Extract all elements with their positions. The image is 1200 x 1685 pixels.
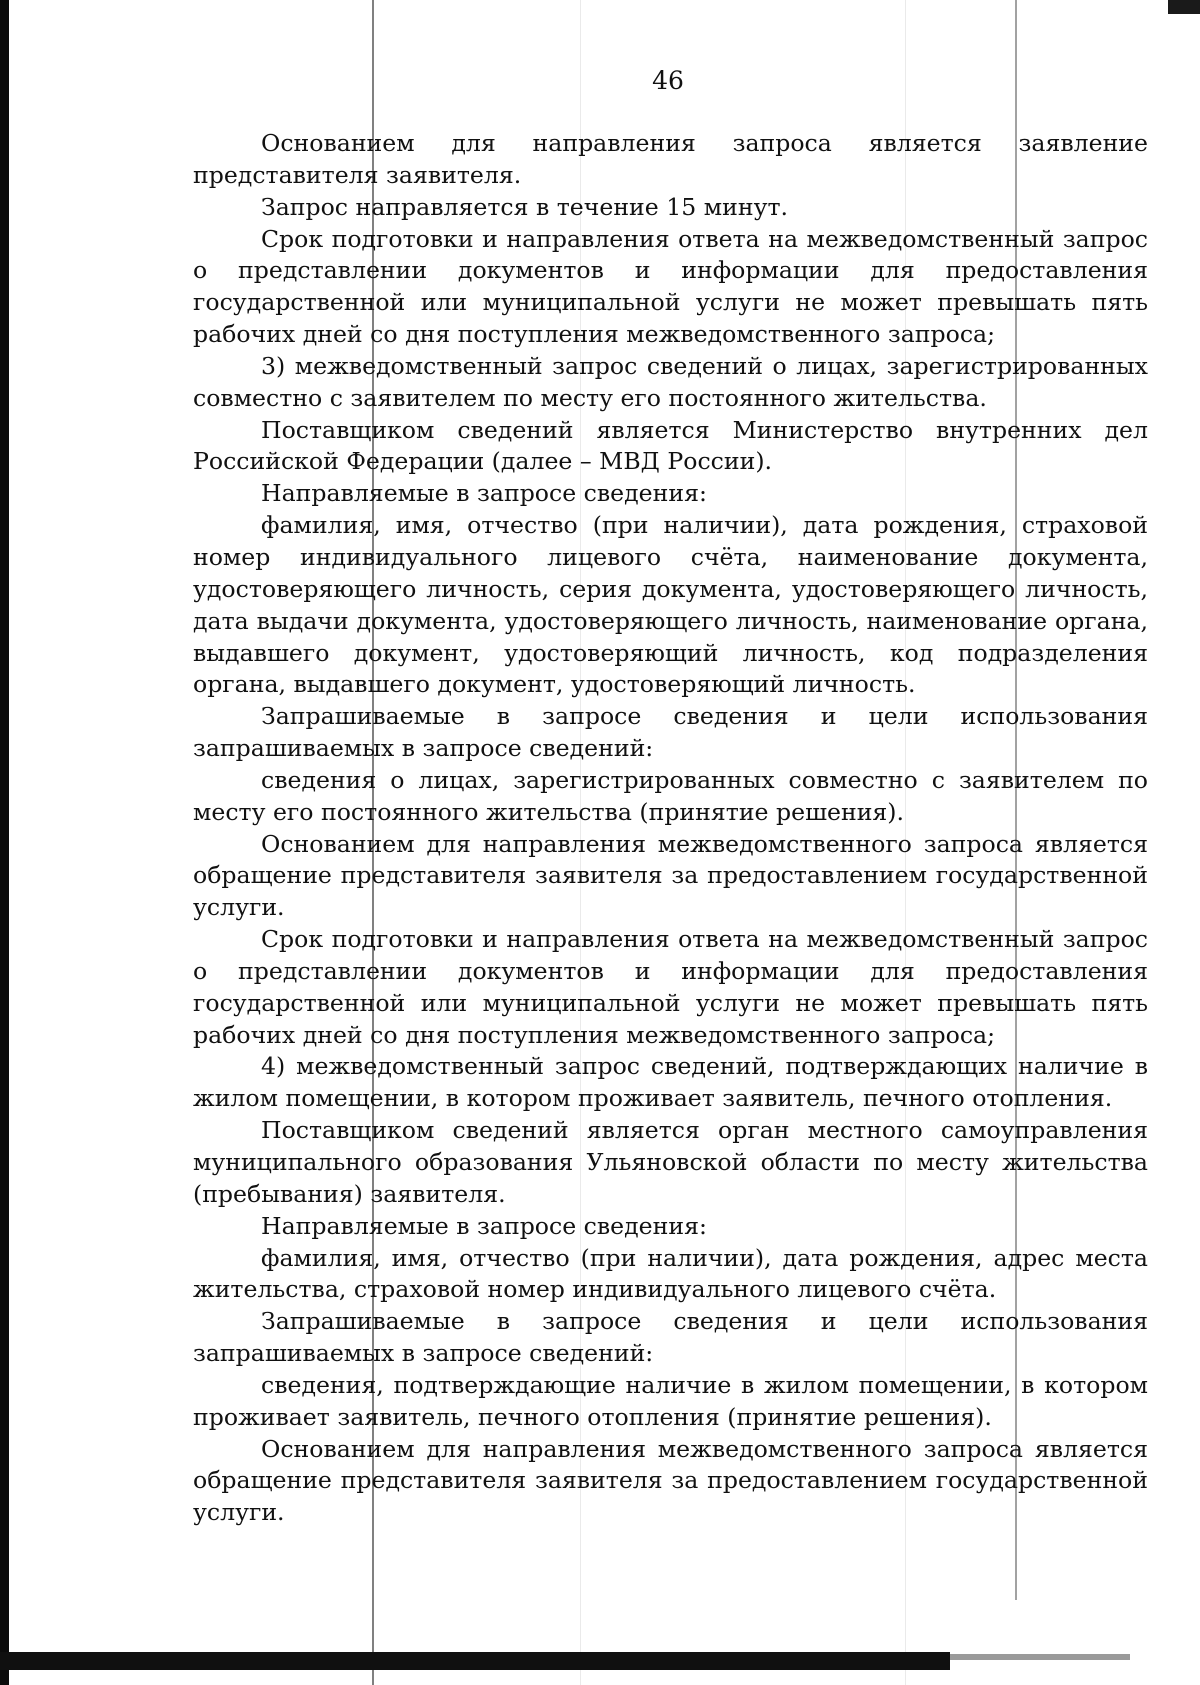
paragraph: Поставщиком сведений является Министерство внутренних дел Российской Федерации (далее – МВД России). — [193, 415, 1148, 476]
paragraph: Основанием для направления межведомственного запроса является обращение представителя заявителя за предоставлением государственной услуги. — [193, 829, 1148, 922]
paragraph: 3) межведомственный запрос сведений о лицах, зарегистрированных совместно с заявителем по месту его постоянного жительства. — [193, 351, 1148, 412]
scan-corner-mark — [1168, 0, 1200, 14]
paragraph: фамилия, имя, отчество (при наличии), дата рождения, адрес места жительства, страховой номер индивидуального лицевого счёта. — [193, 1243, 1148, 1304]
page-number: 46 — [652, 66, 684, 95]
scan-bottom-band — [950, 1654, 1130, 1660]
paragraph: фамилия, имя, отчество (при наличии), дата рождения, страховой номер индивидуального лицевого счёта, наименование документа, удостоверяющего личность, серия документа, удостоверяющего личность, дата выдачи документа, удостоверяющего личность, наименование органа, выдавшего документ, удостоверяющий личность, код подразделения органа, выдавшего документ, удостоверяющий личность. — [193, 511, 1148, 699]
paragraph: Основанием для направления межведомственного запроса является обращение представителя заявителя за предоставлением государственной услуги. — [193, 1434, 1148, 1527]
paragraph: Срок подготовки и направления ответа на межведомственный запрос о представлении документов и информации для предоставления государственной или муниципальной услуги не может превышать пять рабочих дней со дня поступления межведомственного запроса; — [193, 224, 1148, 349]
paragraph: Запрашиваемые в запросе сведения и цели использования запрашиваемых в запросе сведений: — [193, 1307, 1148, 1368]
paragraph: Запрос направляется в течение 15 минут. — [261, 192, 789, 221]
paragraph: сведения, подтверждающие наличие в жилом помещении, в котором проживает заявитель, печного отопления (принятие решения). — [193, 1370, 1148, 1431]
paragraph: Поставщиком сведений является орган местного самоуправления муниципального образования Ульяновской области по месту жительства (пребывания) заявителя. — [193, 1116, 1148, 1208]
scan-bottom-band — [0, 1652, 950, 1670]
paragraph: сведения о лицах, зарегистрированных совместно с заявителем по месту его постоянного жительства (принятие решения). — [193, 765, 1148, 826]
scan-left-edge — [0, 0, 9, 1685]
paragraph: Направляемые в запросе сведения: — [261, 479, 707, 508]
document-body — [193, 128, 1148, 1529]
paragraph: Основанием для направления запроса является заявление представителя заявителя. — [193, 129, 1148, 189]
paragraph: Направляемые в запросе сведения: — [261, 1211, 707, 1240]
paragraph: Срок подготовки и направления ответа на межведомственный запрос о представлении документов и информации для предоставления государственной или муниципальной услуги не может превышать пять рабочих дней со дня поступления межведомственного запроса; — [193, 925, 1148, 1049]
paragraph: Запрашиваемые в запросе сведения и цели использования запрашиваемых в запросе сведений: — [193, 702, 1148, 763]
paragraph: 4) межведомственный запрос сведений, подтверждающих наличие в жилом помещении, в котором проживает заявитель, печного отопления. — [193, 1052, 1148, 1113]
